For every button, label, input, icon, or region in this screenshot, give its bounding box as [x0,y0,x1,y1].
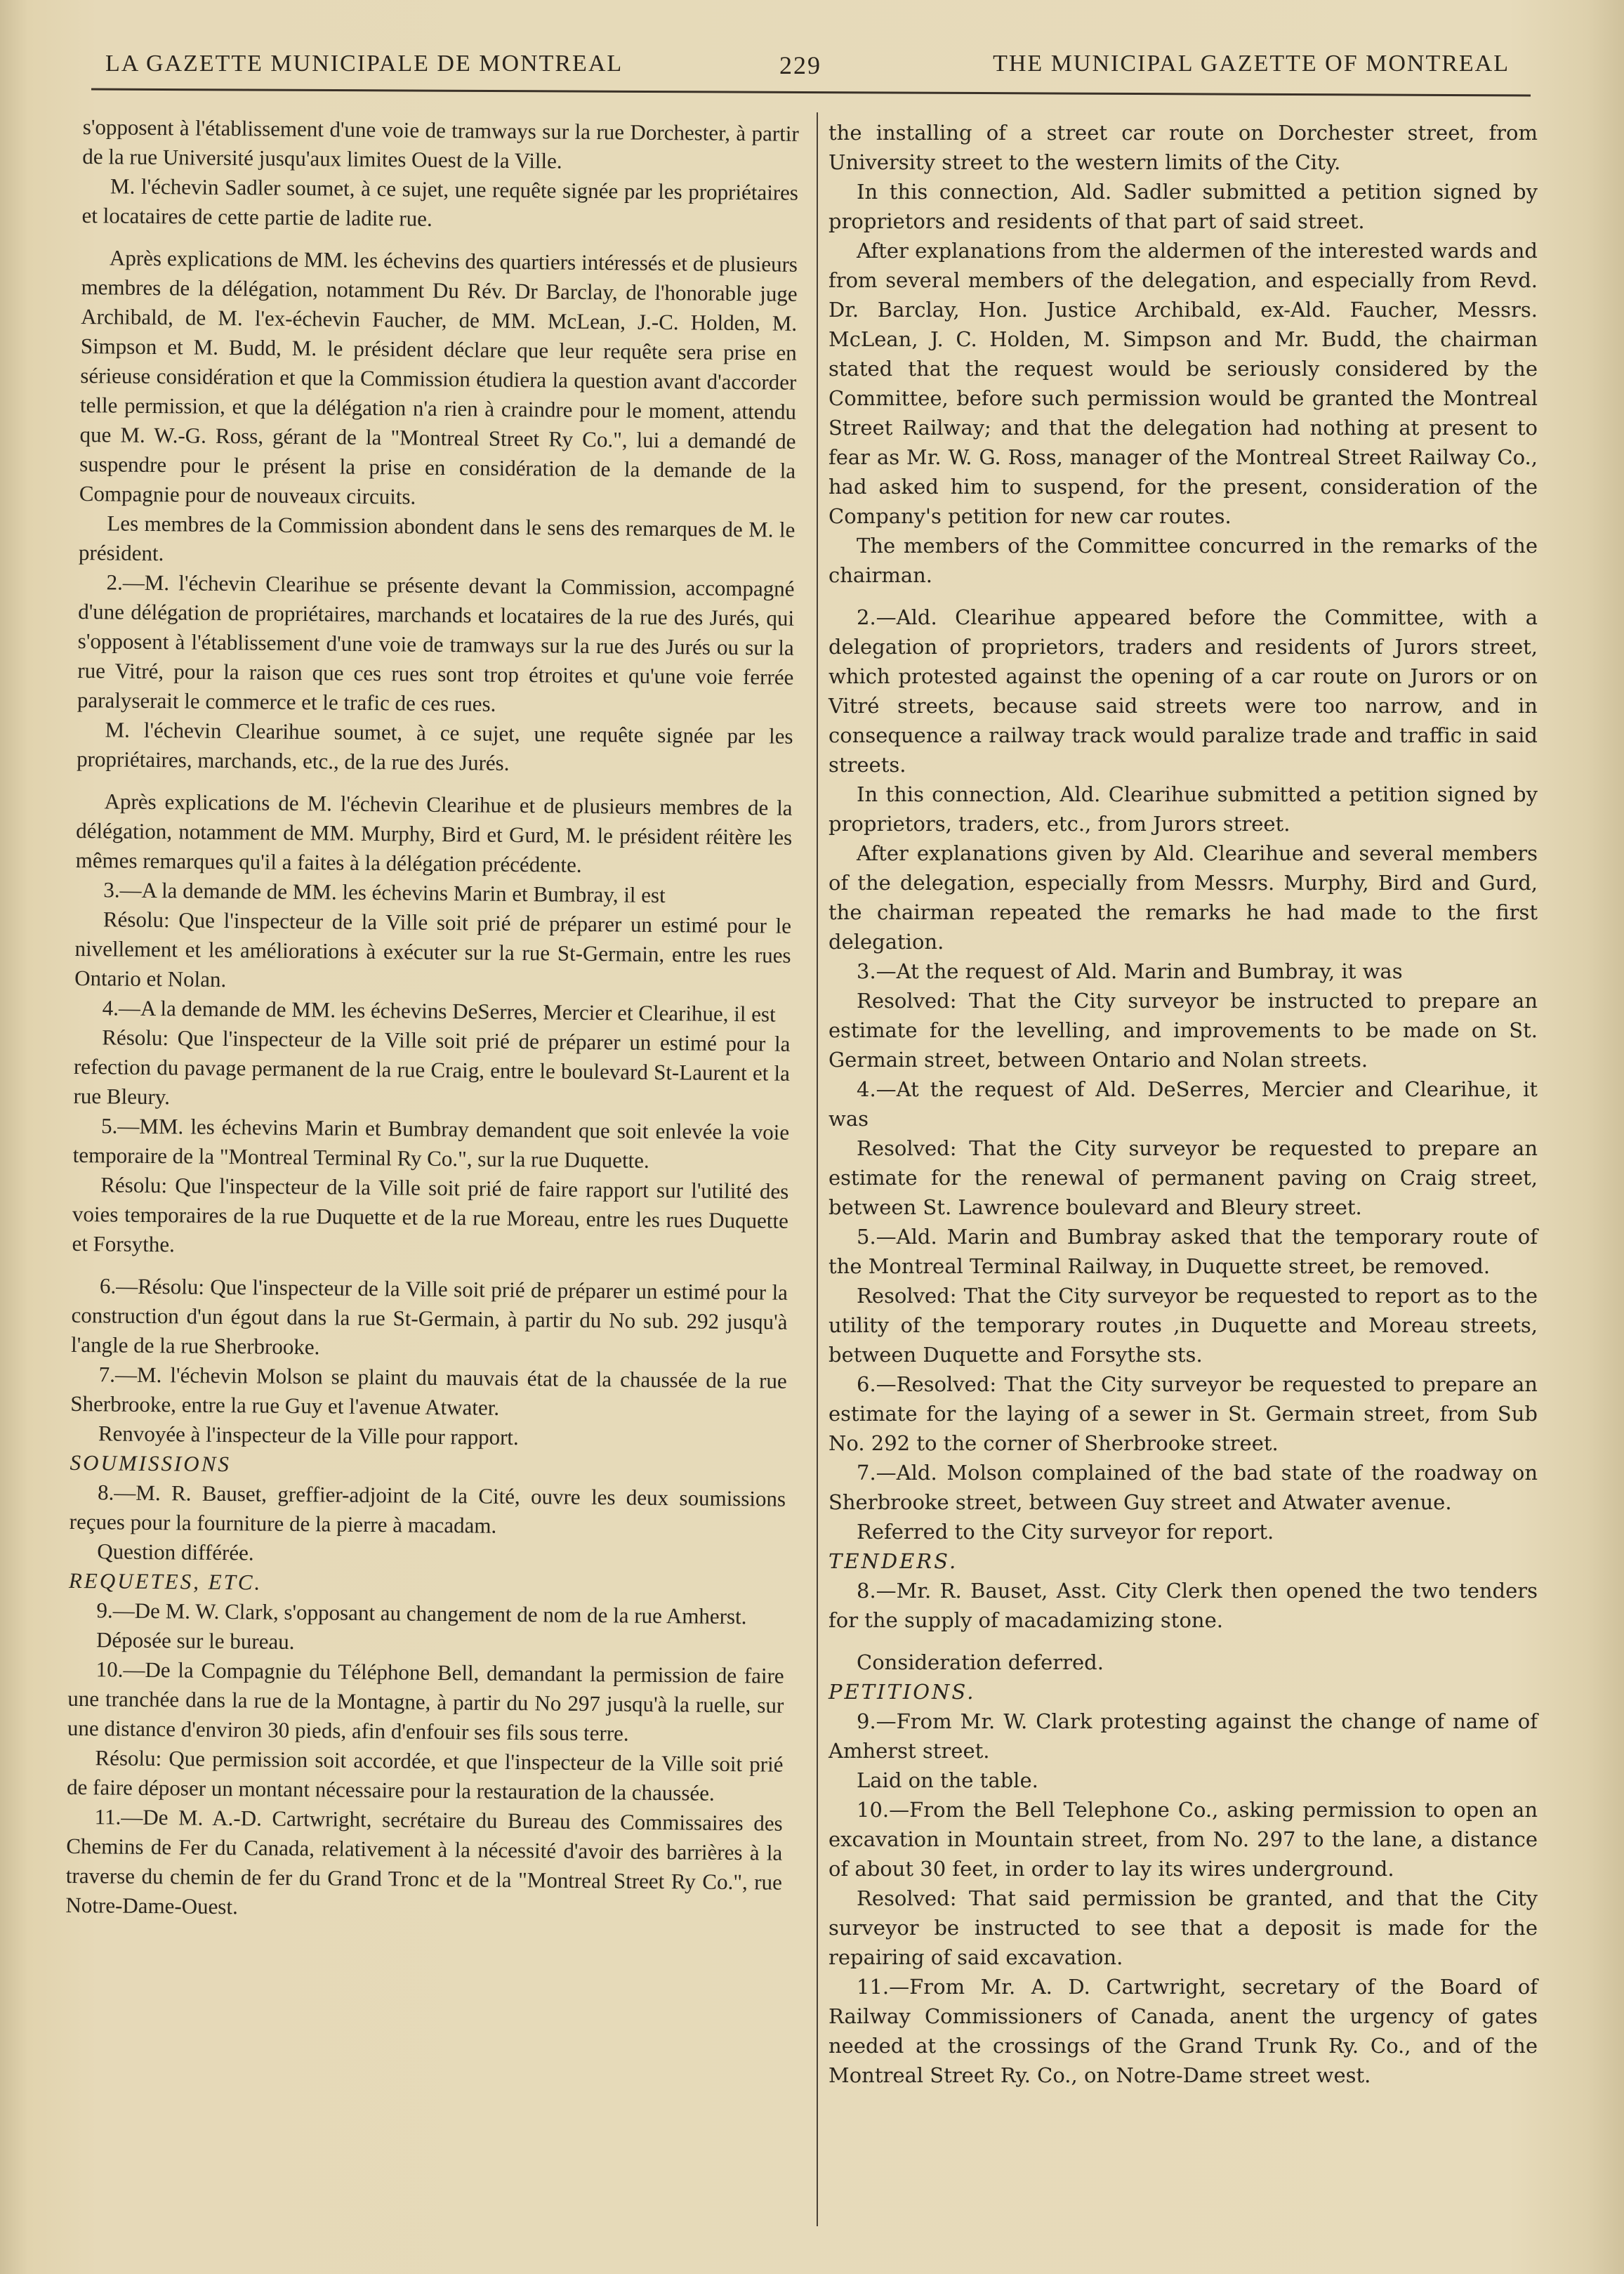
paragraph: 7.—M. l'échevin Molson se plaint du mauvais état de la chaussée de la rue Sherbrooke, entre la rue Guy et l'avenue Atwater. [70,1362,787,1420]
paragraph: 3.—At the request of Ald. Marin and Bumbray, it was [857,959,1403,983]
paragraph: Résolu: Que l'inspecteur de la Ville soit prié de préparer un estimé pour le nivellement et les améliorations à exécuter sur la rue St-Germain, entre les rues Ontario et Nolan. [74,907,792,992]
paragraph: 11.—De M. A.-D. Cartwright, secrétaire du Bureau des Commissaires des Chemins de Fer du Canada, relativement à la nécessité d'avoir des barrières à la traverse du chemin de fer du Grand Tronc et de la "Montreal Street Ry Co.", rue Notre-Dame-Ouest. [65,1804,783,1919]
paragraph: After explanations given by Ald. Clearihue and several members of the delegation, especially from Messrs. Murphy, Bird and Gurd, the chairman repeated the remarks he had made to the first delegation. [828,841,1538,954]
paragraph: Après explications de M. l'échevin Clearihue et de plusieurs membres de la délégation, notamment de MM. Murphy, Bird et Gurd, M. le président réitère les mêmes remarques qu'il a faites à la délégation précédente. [75,789,793,877]
paragraph: Renvoyée à l'inspecteur de la Ville pour rapport. [98,1421,519,1450]
paragraph: Consideration deferred. [857,1650,1104,1674]
paragraph: Resolved: That the City surveyor be requested to prepare an estimate for the renewal of permanent paving on Craig street, between St. Lawrence boulevard and Bleury street. [828,1136,1538,1219]
column-divider [817,112,818,2226]
paragraph: Les membres de la Commission abondent dans le sens des remarques de M. le président. [78,511,796,566]
paragraph: 9.—From Mr. W. Clark protesting against the change of name of Amherst street. [828,1709,1538,1763]
paragraph: After explanations from the aldermen of the interested wards and from several members of the delegation, and especially from Revd. Dr. Barclay, Hon. Justice Archibald, ex-Ald. Faucher, Messrs. McLean, J. C. Holden, M. Simpson and Mr. Budd, the chairman stated that the request would be seriously considered by the Committee, before such permission would be granted the Montreal Street Railway; and that the delegation had nothing at present to fear as Mr. W. G. Ross, manager of the Montreal Street Railway Co., had asked him to suspend, for the present, consideration of the Company's petition for new car routes. [828,239,1538,528]
paragraph: Resolved: That the City surveyor be instructed to prepare an estimate for the levelling, and improvements to be made on St. Germain street, between Ontario and Nolan streets. [828,989,1538,1072]
paragraph: 11.—From Mr. A. D. Cartwright, secretary of the Board of Railway Commissioners of Canada, anent the urgency of gates needed at the crossings of the Grand Trunk Ry. Co., and of the Montreal Street Ry. Co., on Notre-Dame street west. [828,1975,1538,2087]
paragraph: the installing of a street car route on Dorchester street, from University street to the western limits of the City. [828,121,1538,174]
paragraph: s'opposent à l'établissement d'une voie de tramways sur la rue Dorchester, à partir de la rue Université jusqu'aux limites Ouest de la Ville. [82,114,799,173]
section-heading-tenders: TENDERS. [828,1549,958,1573]
paragraph: Laid on the table. [857,1768,1038,1792]
paragraph: 7.—Ald. Molson complained of the bad state of the roadway on Sherbrooke street, between Guy street and Atwater avenue. [828,1461,1538,1514]
paragraph: Déposée sur le bureau. [95,1627,295,1654]
paragraph: The members of the Committee concurred in the remarks of the chairman. [828,534,1538,587]
paragraph: 5.—MM. les échevins Marin et Bumbray demandent que soit enlevée la voie temporaire de la "Montreal Terminal Ry Co.", sur la rue Duquette. [72,1113,790,1173]
paragraph: 8.—M. R. Bauset, greffier-adjoint de la Cité, ouvre les deux soumissions reçues pour la fourniture de la pierre à macadam. [69,1480,786,1538]
paragraph: 4.—At the request of Ald. DeSerres, Mercier and Clearihue, it was [828,1077,1538,1131]
paragraph: 6.—Résolu: Que l'inspecteur de la Ville soit prié de préparer un estimé pour la construction d'un égout dans la rue St-Germain, à partir du No sub. 292 jusqu'à l'angle de la rue Sherbrooke. [70,1273,788,1360]
paragraph: 9.—De M. W. Clark, s'opposant au changement de nom de la rue Amherst. [96,1598,747,1629]
page-number: 229 [779,51,821,79]
paragraph: Resolved: That said permission be granted, and that the City surveyor be instructed to see that a deposit is made for the repairing of said excavation. [828,1886,1538,1969]
paragraph: 2.—Ald. Clearihue appeared before the Committee, with a delegation of proprietors, traders and residents of Jurors street, which protested against the opening of a car route on Jurors or on Vitré streets, because said streets were too narrow, and in consequence a railway track would paralize trade and traffic in said streets. [828,605,1538,777]
french-column [65,112,799,1927]
page-header [105,44,1510,93]
paragraph: M. l'échevin Clearihue soumet, à ce sujet, une requête signée par les propriétaires, marchands, etc., de la rue des Jurés. [76,717,793,775]
paragraph: 5.—Ald. Marin and Bumbray asked that the temporary route of the Montreal Terminal Railway, in Duquette street, be removed. [828,1225,1538,1278]
paragraph: Après explications de MM. les échevins des quartiers intéressés et de plusieurs membres de la délégation, notamment Du Rév. Dr Barclay, de l'honorable juge Archibald, de M. l'ex-échevin Faucher, de MM. McLean, J.-C. Holden, M. Simpson et M. Budd, M. le président déclare que leur requête sera prise en sérieuse considération et que la Commission étudiera la question avant d'accorder telle permission, et que la délégation n'a rien à craindre pour le moment, attendu que M. W.-G. Ross, gérant de la "Montreal Street Ry Co.", lui a demandé de suspendre pour le présent la prise en considération de la demande de la Compagnie pour de nouveaux circuits. [79,245,798,509]
section-heading-requetes: REQUETES, ETC. [68,1568,263,1595]
paragraph: Résolu: Que l'inspecteur de la Ville soit prié de préparer un estimé pour la refection du pavage permanent de la rue Craig, entre le boulevard St-Laurent et la rue Bleury. [73,1025,791,1110]
paragraph: Referred to the City surveyor for report. [857,1520,1274,1544]
paragraph: 10.—From the Bell Telephone Co., asking permission to open an excavation in Mountain street, from No. 297 to the lane, a distance of about 30 feet, in order to lay its wires underground. [828,1798,1538,1881]
paragraph: Question différée. [97,1539,254,1565]
paragraph: 4.—A la demande de MM. les échevins DeSerres, Mercier et Clearihue, il est [102,995,776,1027]
paragraph: In this connection, Ald. Clearihue submitted a petition signed by proprietors, traders, etc., from Jurors street. [828,782,1538,836]
paragraph: 8.—Mr. R. Bauset, Asst. City Clerk then opened the two tenders for the supply of macadamizing stone. [828,1579,1538,1632]
paragraph: Résolu: Que l'inspecteur de la Ville soit prié de faire rapport sur l'utilité des voies temporaires de la rue Duquette et de la rue Moreau, entre les rues Duquette et Forsythe. [72,1172,789,1257]
paragraph: 10.—De la Compagnie du Téléphone Bell, demandant la permission de faire une tranchée dans la rue de la Montagne, à partir du No 297 jusqu'à la ruelle, sur une distance d'environ 30 pieds, afin d'enfouir ses fils sous terre. [67,1657,784,1746]
paragraph: 6.—Resolved: That the City surveyor be requested to prepare an estimate for the laying of a sewer in St. Germain street, from Sub No. 292 to the corner of Sherbrooke street. [828,1372,1538,1455]
section-heading-soumissions: SOUMISSIONS [70,1450,232,1477]
header-english-title: THE MUNICIPAL GAZETTE OF MONTREAL [993,51,1510,77]
english-column [828,118,1538,2090]
paragraph: 2.—M. l'échevin Clearihue se présente devant la Commission, accompagné d'une délégation de propriétaires, marchands et locataires de la rue des Jurés, qui s'opposent à l'établissement d'une voie de tramways sur la rue des Jurés ou sur la rue Vitré, pour la raison que ces rues sont trop étroites et qu'une voie ferrée paralyserait le commerce et le trafic de ces rues. [77,570,795,716]
paragraph: In this connection, Ald. Sadler submitted a petition signed by proprietors and residents of that part of said street. [828,180,1538,233]
header-french-title: LA GAZETTE MUNICIPALE DE MONTREAL [105,51,623,77]
section-heading-petitions: PETITIONS. [828,1680,976,1704]
paragraph: Resolved: That the City surveyor be requested to report as to the utility of the temporary routes ,in Duquette and Moreau streets, between Duquette and Forsythe sts. [828,1284,1538,1367]
paragraph: 3.—A la demande de MM. les échevins Marin et Bumbray, il est [103,877,666,908]
paragraph: M. l'échevin Sadler soumet, à ce sujet, une requête signée par les propriétaires et locataires de cette partie de ladite rue. [81,173,799,231]
paragraph: Résolu: Que permission soit accordée, et que l'inspecteur de la Ville soit prié de faire déposer un montant nécessaire pour la restauration de la chaussée. [66,1745,784,1806]
